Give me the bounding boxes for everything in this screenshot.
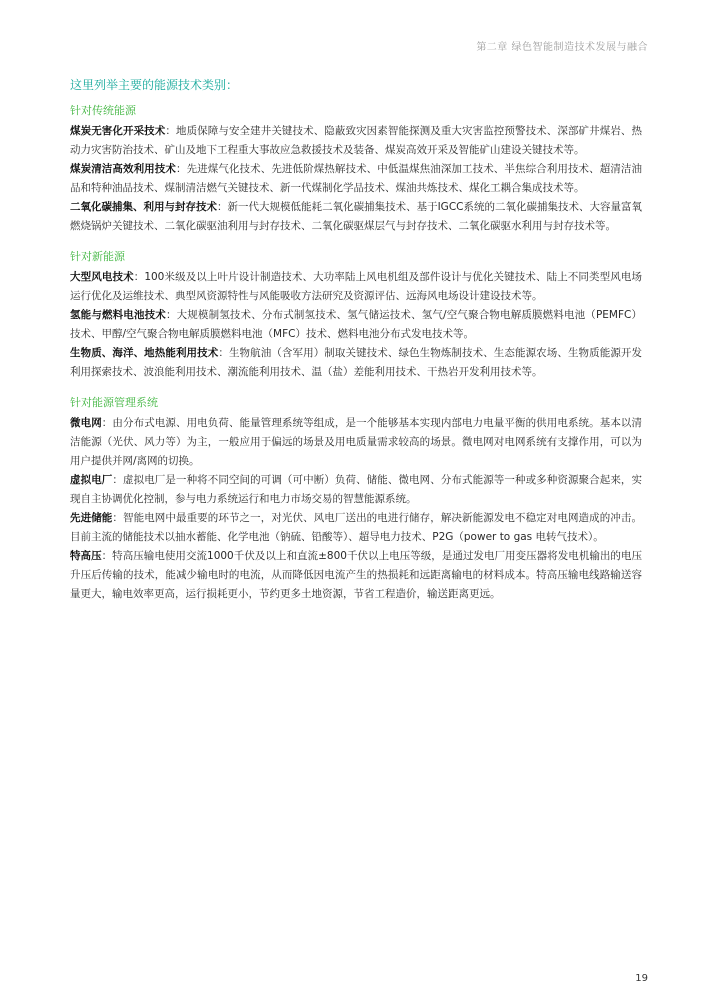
entry-separator: ： (175, 163, 187, 175)
entry-paragraph (70, 547, 642, 604)
entry-term: 二氧化碳捕集、利用与封存技术 (70, 201, 218, 213)
entry-separator: ： (101, 417, 113, 429)
entry-paragraph (70, 198, 642, 236)
entry-term: 煤炭清洁高效利用技术 (70, 163, 176, 175)
entry-paragraph (70, 160, 642, 198)
section-traditional-energy (70, 102, 642, 236)
page-number: 19 (635, 973, 648, 984)
entry-separator: ： (165, 309, 177, 321)
entry-text: 大规模制氢技术、分布式制氢技术、氢气储运技术、氢气/空气聚合物电解质膜燃料电池（PEMFC）技术、甲醇/空气聚合物电解质膜燃料电池（MFC）技术、燃料电池分布式发电技术等。 (70, 309, 643, 340)
entry-term: 煤炭无害化开采技术 (70, 125, 166, 137)
running-header: 第二章 绿色智能制造技术发展与融合 (476, 42, 648, 53)
section-new-energy (70, 248, 642, 382)
page-content (70, 76, 642, 616)
entry-paragraph (70, 268, 642, 306)
entry-separator: ： (112, 512, 123, 524)
entry-text: 特高压输电使用交流1000千伏及以上和直流±800千伏以上电压等级，是通过发电厂用变压器将发电机输出的电压升压后传输的技术，能减少输电时的电流，从而降低因电流产生的热损耗和远距离输电的材料成本。特高压输电线路输送容量更大，输电效率更高，运行损耗更小，节约更多土地资源，节省工程造价，输送距离更远。 (70, 550, 643, 600)
entry-separator: ： (133, 271, 145, 283)
entry-text: 先进煤气化技术、先进低阶煤热解技术、中低温煤焦油深加工技术、半焦综合利用技术、超清洁油品和特种油品技术、煤制清洁燃气关键技术、新一代煤制化学品技术、煤油共炼技术、煤化工耦合集成技术等。 (70, 163, 643, 194)
entry-separator: ： (217, 201, 228, 213)
section-energy-management (70, 394, 642, 604)
entry-text: 智能电网中最重要的环节之一，对光伏、风电厂送出的电进行储存，解决新能源发电不稳定对电网造成的冲击。目前主流的储能技术以抽水蓄能、化学电池（钠硫、铅酸等）、超导电力技术、P2G（power to gas 电转气技术）。 (70, 512, 643, 543)
entry-term: 先进储能 (70, 512, 113, 524)
entry-paragraph (70, 306, 642, 344)
entry-paragraph (70, 122, 642, 160)
entry-paragraph (70, 471, 642, 509)
section-heading: 针对新能源 (70, 250, 125, 263)
entry-term: 虚拟电厂 (70, 474, 113, 486)
entry-text: 100米级及以上叶片设计制造技术、大功率陆上风电机组及部件设计与优化关键技术、陆上不同类型风电场运行优化及运维技术、典型风资源特性与风能吸收方法研究及资源评估、远海风电场设计建设技术等。 (70, 271, 643, 302)
section-heading: 针对传统能源 (70, 104, 136, 117)
entry-term: 生物质、海洋、地热能利用技术 (70, 347, 219, 359)
entry-separator: ： (101, 550, 113, 562)
entry-separator: ： (165, 125, 176, 137)
entry-separator: ： (218, 347, 229, 359)
entry-text: 地质保障与安全建井关键技术、隐蔽致灾因素智能探测及重大灾害监控预警技术、深部矿井煤岩、热动力灾害防治技术、矿山及地下工程重大事故应急救援技术及装备、煤炭高效开采及智能矿山建设关键技术等。 (70, 125, 643, 156)
entry-paragraph (70, 509, 642, 547)
entry-text: 新一代大规模低能耗二氧化碳捕集技术、基于IGCC系统的二氧化碳捕集技术、大容量富氧燃烧锅炉关键技术、二氧化碳驱油利用与封存技术、二氧化碳驱煤层气与封存技术、二氧化碳驱水利用与封存技术等。 (70, 201, 643, 232)
entry-paragraph (70, 344, 642, 382)
entry-term: 特高压 (70, 550, 102, 562)
entry-text: 生物航油（含军用）制取关键技术、绿色生物炼制技术、生态能源农场、生物质能源开发利用探索技术、波浪能利用技术、潮流能利用技术、温（盐）差能利用技术、干热岩开发利用技术等。 (70, 347, 643, 378)
entry-separator: ： (112, 474, 123, 486)
entry-paragraph (70, 414, 642, 471)
entry-text: 由分布式电源、用电负荷、能量管理系统等组成，是一个能够基本实现内部电力电量平衡的供用电系统。基本以清洁能源（光伏、风力等）为主，一般应用于偏远的场景及用电质量需求较高的场景。微电网对电网系统有支撑作用，可以为用户提供并网/离网的切换。 (70, 417, 643, 467)
section-heading: 针对能源管理系统 (70, 396, 158, 409)
intro-heading: 这里列举主要的能源技术类别： (70, 78, 239, 92)
entry-term: 微电网 (70, 417, 102, 429)
entry-term: 氢能与燃料电池技术 (70, 309, 166, 321)
entry-term: 大型风电技术 (70, 271, 134, 283)
entry-text: 虚拟电厂是一种将不同空间的可调（可中断）负荷、储能、微电网、分布式能源等一种或多种资源聚合起来，实现自主协调优化控制，参与电力系统运行和电力市场交易的智慧能源系统。 (70, 474, 643, 505)
